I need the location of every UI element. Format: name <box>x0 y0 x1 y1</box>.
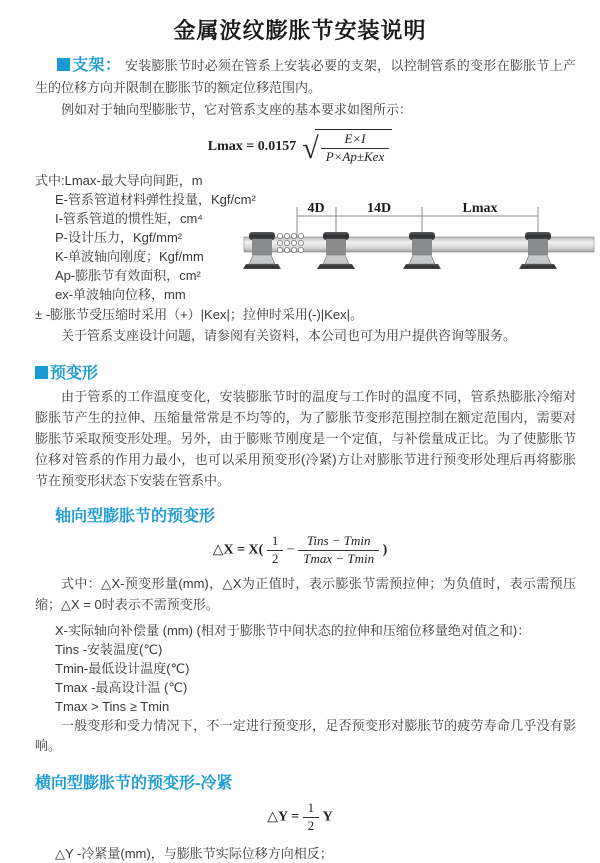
axial-formula-suffix: ) <box>382 542 388 558</box>
dimension-label-lmax: Lmax <box>462 200 498 216</box>
lmax-formula <box>208 129 392 165</box>
dimension-label-4d: 4D <box>307 200 325 216</box>
axial-def-item: X-实际轴向补偿量 (mm) (相对于膨胀节中间状态的拉伸和压缩位移量绝对值之和)： <box>55 622 531 638</box>
axial-explain-paragraph: 式中：△X-预变形量(mm)，△X为正值时，表示膨张节需预拉伸；为负值时，表示需预压缩；△X = 0时表示不需预变形。 <box>35 575 576 612</box>
consult-line: 关于管系支座设计问题，请参阅有关资料，本公司也可为用户提供咨询等服务。 <box>61 327 517 343</box>
predeform-heading-label: 预变形 <box>50 364 99 382</box>
temps-num: Tins − Tmin <box>298 534 379 551</box>
support-section-heading <box>57 57 121 74</box>
lateral-formula <box>267 801 332 834</box>
sqrt-body <box>315 129 393 165</box>
lmax-frac-num: E×I <box>321 132 390 149</box>
section-marker-icon <box>35 366 48 379</box>
section-marker-icon <box>57 58 70 71</box>
temps-den: Tmax − Tmin <box>303 550 375 566</box>
page-title: 金属波纹膨胀节安装说明 <box>173 18 427 43</box>
axial-formula <box>213 534 388 567</box>
predeform-paragraph: 由于管系的工作温度变化，安装膨胀节时的温度与工作时的温度不同，管系热膨胀冷缩对膨胀节产生的拉伸、压缩量常常是不均等的，为了膨胀节变形范围控制在额定范围内，需要对膨胀节采取预变形处理。另外，由于膨账节刚度是一个定值，与补偿量成正比。为了使膨胀节位移对管系的作用力最小，也可以采用预变形(冷紧)方让对膨胀节进行预变形处理后再将膨胀节在预变形状态下安装在管系中。 <box>35 388 576 488</box>
radical-sign <box>302 129 392 165</box>
support-intro-text: 安装膨胀节时必须在管系上安装必要的支架，以控制管系的变形在膨胀节上产生的位移方向并限制在膨胀节的额定位移范围内。 <box>35 58 576 95</box>
half-den: 2 <box>271 550 279 566</box>
axial-def-item: Tmin-最低设计温度(℃) <box>55 660 190 676</box>
lmax-fraction <box>321 132 390 165</box>
lateral-frac-half <box>303 801 320 834</box>
predeform-section-heading <box>35 360 576 383</box>
axial-formula-row <box>0 534 600 567</box>
plusminus-line: ± -膨胀节受压缩时采用（+）|Kex|；拉伸时采用(-)|Kex|。 <box>35 306 363 322</box>
lateral-formula-row <box>0 801 600 834</box>
dimension-label-14d: 14D <box>366 200 392 216</box>
lateral-half-den: 2 <box>307 817 315 833</box>
definition-item: I-管系管道的惯性矩，cm⁴ <box>55 210 203 226</box>
lmax-formula-prefix: Lmax = 0.0157 <box>207 139 297 155</box>
axial-note: 一般变形和受力情况下，不一定进行预变形，足否预变形对膨胀节的疲劳寿命几乎没有影响。 <box>35 717 576 753</box>
lmax-frac-den: P×Ap±Kex <box>325 148 385 164</box>
lateral-formula-prefix: △Y = <box>267 809 300 825</box>
lateral-formula-suffix: Y <box>322 809 333 825</box>
lateral-subheading: 横向型膨胀节的预变形-冷紧 <box>35 774 233 792</box>
axial-def-item: Tmax > Tins ≥ Tmin <box>55 698 170 714</box>
definition-item: ex-单波轴向位移，mm <box>55 286 186 302</box>
document-page <box>0 14 600 861</box>
definitions-and-diagram <box>35 171 595 304</box>
definition-item: K-单波轴向刚度；Kgf/mm <box>55 248 204 264</box>
lateral-note: △Y -冷紧量(mm)，与膨胀节实际位移方向相反； <box>55 845 333 861</box>
support-example-line: 例如对于轴向型膨胀节，它对管系支座的基本要求如图所示： <box>61 102 413 117</box>
axial-def-item: Tmax -最高设计温 (℃) <box>55 679 188 695</box>
axial-formula-prefix: △X = X( <box>212 542 264 558</box>
axial-def-item: Tins -安装温度(℃) <box>55 641 163 657</box>
axial-frac-temps <box>298 534 379 567</box>
lmax-formula-row <box>0 129 600 165</box>
definition-item: P-设计压力，Kgf/mm² <box>55 229 183 245</box>
support-intro-paragraph <box>35 55 576 99</box>
definition-item: E-管系管道材料弹性投量，Kgf/cm² <box>55 191 256 207</box>
minus-op: − <box>286 542 295 558</box>
sqrt-glyph: √ <box>302 132 319 166</box>
support-heading-label: 支架： <box>72 57 122 74</box>
definition-item: 式中:Lmax-最大导向间距，m <box>35 172 203 188</box>
half-num: 1 <box>267 534 284 551</box>
axial-subheading: 轴向型膨胀节的预变形 <box>55 507 216 525</box>
lateral-half-num: 1 <box>303 801 320 818</box>
axial-frac-half <box>267 534 284 567</box>
pipe-support-diagram <box>240 199 595 294</box>
definition-item: Ap-膨胀节有效面积，cm² <box>55 267 201 283</box>
